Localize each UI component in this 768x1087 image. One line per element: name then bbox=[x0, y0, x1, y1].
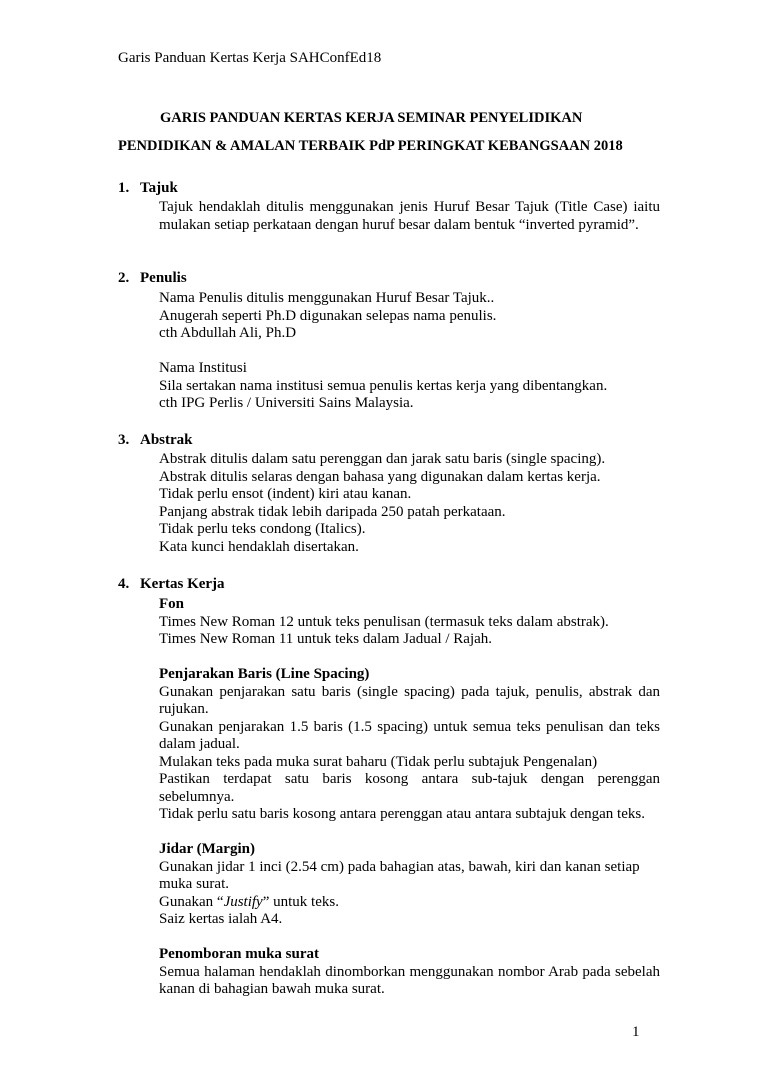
section-number: 2. bbox=[118, 270, 130, 286]
paragraph: Tidak perlu satu baris kosong antara perenggan atau antara subtajuk dengan teks. bbox=[159, 806, 645, 822]
text-line: Anugerah seperti Ph.D digunakan selepas nama penulis. bbox=[159, 307, 497, 324]
subheading-page-numbering: Penomboran muka surat bbox=[159, 946, 320, 962]
text-line: Tidak perlu teks condong (Italics). bbox=[159, 521, 366, 537]
section-heading-penulis bbox=[118, 270, 187, 287]
text-line: Abstrak ditulis selaras dengan bahasa yang digunakan dalam kertas kerja. bbox=[159, 468, 601, 485]
text-fragment: Gunakan “ bbox=[159, 893, 224, 910]
section-number: 4. bbox=[118, 576, 130, 592]
text-line: Abstrak ditulis dalam satu perenggan dan jarak satu baris (single spacing). bbox=[159, 451, 606, 467]
text-line: Times New Roman 12 untuk teks penulisan (termasuk teks dalam abstrak). bbox=[159, 613, 609, 630]
section-body-kertas-kerja bbox=[159, 596, 660, 999]
paragraph: Semua halaman hendaklah dinomborkan menggunakan nombor Arab pada sebelah kanan di bahagian bawah muka surat. bbox=[159, 963, 660, 997]
text-line: Times New Roman 11 untuk teks dalam Jadual / Rajah. bbox=[159, 631, 493, 647]
text-line: Nama Institusi bbox=[159, 360, 247, 376]
section-number: 1. bbox=[118, 180, 130, 196]
section-heading-kertas-kerja bbox=[118, 576, 225, 593]
section-title: Tajuk bbox=[140, 180, 178, 196]
subheading-margin: Jidar (Margin) bbox=[159, 841, 255, 857]
section-title: Kertas Kerja bbox=[140, 576, 225, 592]
section-body-penulis bbox=[159, 290, 660, 413]
text-line: Saiz kertas ialah A4. bbox=[159, 911, 283, 927]
page-number: 1 bbox=[632, 1024, 640, 1040]
subheading-fon: Fon bbox=[159, 596, 185, 612]
justify-line bbox=[159, 894, 660, 912]
text-line: cth Abdullah Ali, Ph.D bbox=[159, 325, 297, 341]
paragraph: Gunakan penjarakan satu baris (single spacing) pada tajuk, penulis, abstrak dan rujukan. bbox=[159, 683, 660, 717]
section-heading-tajuk bbox=[118, 180, 178, 197]
text-line: Kata kunci hendaklah disertakan. bbox=[159, 538, 359, 555]
paragraph: Mulakan teks pada muka surat baharu (Tidak perlu subtajuk Pengenalan) bbox=[159, 753, 598, 770]
paragraph: Gunakan jidar 1 inci (2.54 cm) pada bahagian atas, bawah, kiri dan kanan setiap muka surat. bbox=[159, 858, 640, 892]
section-body-tajuk: Tajuk hendaklah ditulis menggunakan jenis Huruf Besar Tajuk (Title Case) iaitu mulakan setiap perkataan dengan huruf besar dalam bentuk “inverted pyramid”. bbox=[159, 199, 660, 233]
text-line: Tidak perlu ensot (indent) kiri atau kanan. bbox=[159, 486, 412, 502]
paragraph: Pastikan terdapat satu baris kosong antara sub-tajuk dengan perenggan sebelumnya. bbox=[159, 771, 660, 805]
document-title-line-2: PENDIDIKAN & AMALAN TERBAIK PdP PERINGKAT KEBANGSAAN 2018 bbox=[118, 138, 623, 154]
paragraph: Gunakan penjarakan 1.5 baris (1.5 spacing) untuk semua teks penulisan dan teks dalam jadual. bbox=[159, 718, 660, 752]
text-line: Sila sertakan nama institusi semua penulis kertas kerja yang dibentangkan. bbox=[159, 377, 608, 394]
text-line: Panjang abstrak tidak lebih daripada 250 patah perkataan. bbox=[159, 503, 506, 520]
text-line: cth IPG Perlis / Universiti Sains Malaysia. bbox=[159, 395, 414, 411]
section-title: Penulis bbox=[140, 270, 187, 286]
text-fragment: ” untuk teks. bbox=[262, 893, 339, 910]
text-line: Nama Penulis ditulis menggunakan Huruf Besar Tajuk.. bbox=[159, 290, 495, 306]
running-header: Garis Panduan Kertas Kerja SAHConfEd18 bbox=[118, 50, 382, 66]
section-body-abstrak bbox=[159, 451, 660, 556]
section-number: 3. bbox=[118, 432, 130, 448]
document-title-line-1: GARIS PANDUAN KERTAS KERJA SEMINAR PENYELIDIKAN bbox=[160, 110, 583, 126]
italic-word: Justify bbox=[223, 893, 263, 910]
section-heading-abstrak bbox=[118, 432, 193, 449]
subheading-line-spacing: Penjarakan Baris (Line Spacing) bbox=[159, 666, 370, 682]
section-title: Abstrak bbox=[140, 432, 193, 448]
